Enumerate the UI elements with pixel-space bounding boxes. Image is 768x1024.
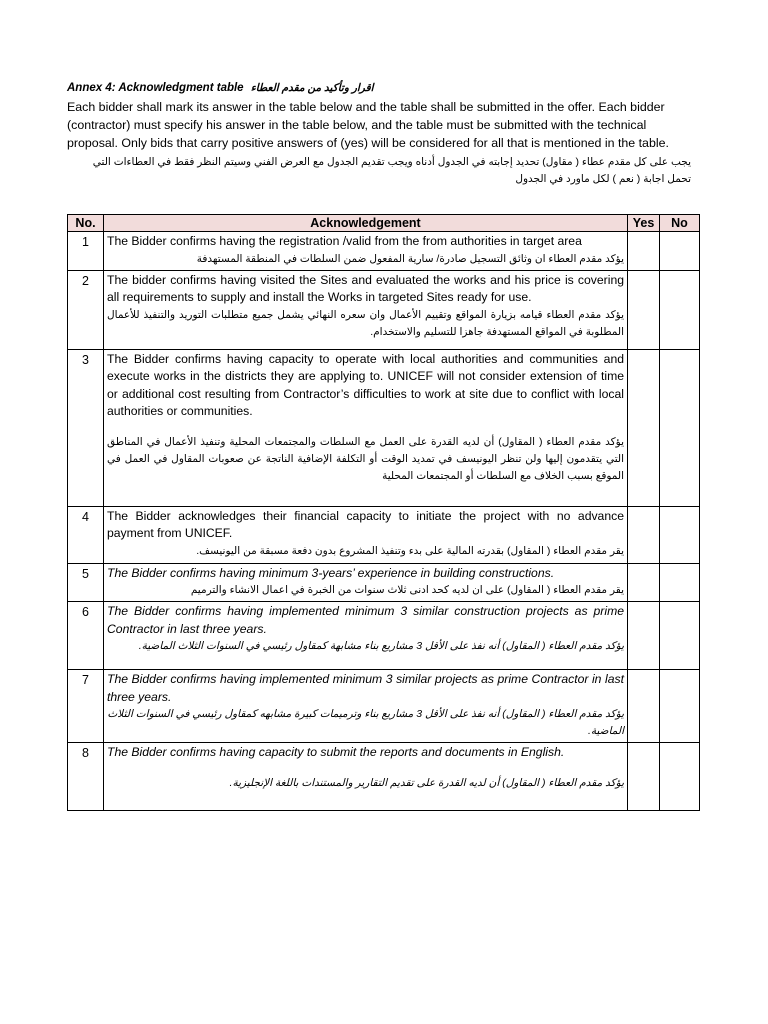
table-row: [68, 743, 700, 811]
acknowledgement-text-ar: يقر مقدم العطاء ( المقاول) على ان لديه كحد ادنى ثلاث سنوات من الخبرة في اعمال الانشاء والترميم: [190, 584, 624, 596]
row-number: 2: [68, 270, 104, 349]
acknowledgement-text-ar: يؤكد مقدم العطاء قيامه بزيارة المواقع وتقييم الأعمال وان سعره النهائي يشمل جميع متطلبات التوريد والتنفيذ للأعمال المطلوبة في المواقع المستهدفة جاهزا للتسليم والاستخدام.: [107, 308, 624, 338]
acknowledgement-cell: [104, 232, 628, 271]
header-yes: Yes: [628, 215, 660, 232]
row-number: 5: [68, 563, 104, 602]
yes-checkbox-cell[interactable]: [628, 270, 660, 349]
table-row: [68, 232, 700, 271]
row-number: 7: [68, 670, 104, 743]
acknowledgement-cell: [104, 563, 628, 602]
acknowledgement-text-ar: يؤكد مقدم العطاء ( المقاول) أنه نفذ على الأقل 3 مشاريع بناء وترميمات كبيرة مشابهه كمقاول رئيسي في السنوات الثلاث الماضية.: [107, 708, 624, 737]
no-checkbox-cell[interactable]: [660, 349, 700, 506]
acknowledgement-text-ar: يؤكد مقدم العطاء ( المقاول) أنه نفذ على الأقل 3 مشاريع بناء مشابهة كمقاول رئيسي في السنوات الثلاث الماضية.: [138, 640, 624, 652]
yes-checkbox-cell[interactable]: [628, 563, 660, 602]
header-acknowledgement: Acknowledgement: [104, 215, 628, 232]
acknowledgement-text-en: The Bidder confirms having minimum 3-years’ experience in building constructions.: [107, 565, 555, 580]
acknowledgement-text-ar: يؤكد مقدم العطاء ( المقاول) أن لديه القدرة على العمل مع السلطات والمجتمعات المحلية وتنفيذ الأعمال في المناطق التي يتقدمون إليها ولن تنظر اليونيسف في تمديد الوقت أو التكلفة الإضافية الناتجة عن صعوبات المقاول في العمل في الموقع بسبب الخلاف مع السلطات أو المجتمعات المحلية: [107, 435, 624, 482]
header-no: No.: [68, 215, 104, 232]
no-checkbox-cell[interactable]: [660, 563, 700, 602]
table-row: [68, 563, 700, 602]
annex-title-ar: اقرار وتأكيد من مقدم العطاء: [250, 82, 374, 94]
table-row: [68, 670, 700, 743]
acknowledgment-table: [67, 214, 700, 811]
intro-paragraph-en: Each bidder shall mark its answer in the table below and the table shall be submitted in the offer. Each bidder (contractor) must specify his answer in the table below, and the table must be submitted with the technical proposal. Only bids that carry positive answers of (yes) will be considered for all that is mentioned in the table.: [67, 100, 669, 150]
row-number: 6: [68, 602, 104, 670]
acknowledgement-cell: [104, 670, 628, 743]
row-number: 1: [68, 232, 104, 271]
intro-paragraph-ar: يجب على كل مقدم عطاء ( مقاول) تحديد إجابته في الجدول أدناه ويجب تقديم الجدول مع العرض الفني وسيتم النظر فقط في العطاءات التي تحمل اجابة ( نعم ) لكل ماورد في الجدول: [92, 156, 691, 185]
table-row: [68, 349, 700, 506]
acknowledgement-text-en: The Bidder confirms having implemented minimum 3 similar construction projects as prime Contractor in last three years.: [107, 604, 624, 636]
acknowledgement-cell: [104, 602, 628, 670]
yes-checkbox-cell[interactable]: [628, 743, 660, 811]
table-header-row: [68, 215, 700, 232]
acknowledgement-cell: [104, 743, 628, 811]
no-checkbox-cell[interactable]: [660, 232, 700, 271]
yes-checkbox-cell[interactable]: [628, 506, 660, 563]
row-number: 3: [68, 349, 104, 506]
table-row: [68, 602, 700, 670]
yes-checkbox-cell[interactable]: [628, 349, 660, 506]
row-number: 8: [68, 743, 104, 811]
acknowledgement-text-en: The Bidder confirms having the registration /valid from the from authorities in target area: [107, 234, 582, 248]
yes-checkbox-cell[interactable]: [628, 602, 660, 670]
document-header: [67, 80, 699, 188]
yes-checkbox-cell[interactable]: [628, 232, 660, 271]
acknowledgement-text-ar: يؤكد مقدم العطاء ( المقاول) أن لديه القدرة على تقديم التقارير والمستندات باللغة الإنجليزية.: [229, 776, 624, 789]
no-checkbox-cell[interactable]: [660, 506, 700, 563]
acknowledgement-text-en: The bidder confirms having visited the Sites and evaluated the works and his price is covering all requirements to supply and install the Works in targeted Sites ready for use.: [107, 272, 624, 304]
acknowledgement-cell: [104, 506, 628, 563]
no-checkbox-cell[interactable]: [660, 602, 700, 670]
yes-checkbox-cell[interactable]: [628, 670, 660, 743]
table-row: [68, 506, 700, 563]
no-checkbox-cell[interactable]: [660, 743, 700, 811]
annex-title-en: Annex 4: Acknowledgment table: [67, 82, 244, 94]
row-number: 4: [68, 506, 104, 563]
no-checkbox-cell[interactable]: [660, 270, 700, 349]
acknowledgement-text-ar: يؤكد مقدم العطاء ان وثائق التسجيل صادرة/ سارية المفعول ضمن السلطات في المنطقة المستهدفة: [196, 252, 624, 265]
acknowledgement-text-en: The Bidder confirms having implemented minimum 3 similar projects as prime Contractor in last three years.: [107, 672, 624, 704]
header-no-answer: No: [660, 215, 700, 232]
annex-title: [67, 80, 699, 97]
acknowledgement-text-ar: يقر مقدم العطاء ( المقاول) بقدرته المالية على بدء وتنفيذ المشروع بدون دفعة مسبقة من اليونيسف.: [196, 544, 624, 557]
acknowledgement-text-en: The Bidder acknowledges their financial capacity to initiate the project with no advance payment from UNICEF.: [107, 508, 624, 540]
no-checkbox-cell[interactable]: [660, 670, 700, 743]
acknowledgement-text-en: The Bidder confirms having capacity to submit the reports and documents in English.: [107, 745, 565, 759]
acknowledgement-cell: [104, 349, 628, 506]
table-row: [68, 270, 700, 349]
acknowledgement-text-en: The Bidder confirms having capacity to operate with local authorities and communities and execute works in the districts they are applying to. UNICEF will not consider extension of time or additional cost resulting from Contractor’s difficulties to work at site due to conflict with local authorities or communities.: [107, 351, 624, 418]
acknowledgement-cell: [104, 270, 628, 349]
